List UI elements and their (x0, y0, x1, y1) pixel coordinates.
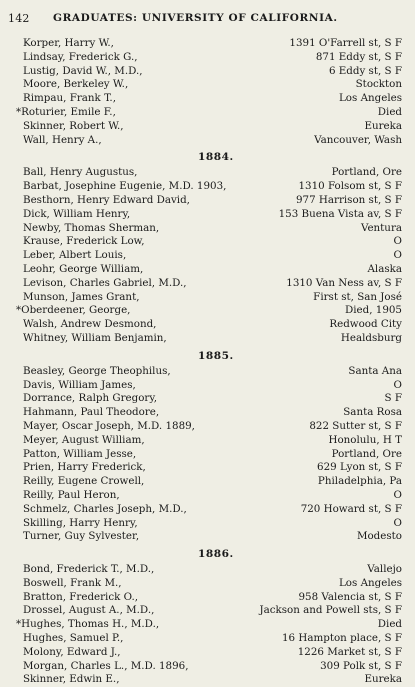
graduate-address: Philadelphia, Pa (317, 475, 402, 488)
graduate-name: Bond, Frederick T., M.D., (23, 563, 155, 576)
graduate-entry (0, 448, 415, 462)
graduate-entry (0, 120, 415, 134)
graduate-address: Redwood City (329, 318, 402, 331)
graduate-entry (0, 618, 415, 632)
graduate-name: Mayer, Oscar Joseph, M.D. 1889, (23, 419, 195, 432)
graduate-name: Walsh, Andrew Desmond, (23, 318, 157, 331)
graduate-name: Korper, Harry W., (23, 37, 114, 49)
graduate-entry (0, 51, 415, 65)
graduate-address: First st, San José (313, 290, 402, 303)
year-label: 1884. (198, 151, 234, 164)
graduate-entry (0, 577, 415, 591)
graduate-address: 958 Valencia st, S F (298, 590, 402, 603)
graduate-entry (0, 632, 415, 646)
year-label: 1885. (198, 349, 234, 362)
graduate-entry (0, 180, 415, 194)
graduate-name: Ball, Henry Augustus, (23, 166, 138, 179)
graduate-address: 1310 Folsom st, S F (298, 180, 402, 193)
graduate-list (0, 37, 415, 687)
graduate-name: Beasley, George Theophilus, (23, 364, 171, 377)
graduate-address: 977 Harrison st, S F (295, 193, 402, 206)
graduate-name: Drossel, August A., M.D., (23, 604, 155, 617)
graduate-address: Los Angeles (338, 576, 402, 589)
graduate-name: Lustig, David W., M.D., (23, 64, 143, 77)
graduate-entry (0, 222, 415, 236)
graduate-address: O (393, 488, 402, 501)
graduate-name: Davis, William James, (23, 378, 136, 391)
graduate-name: Reilly, Eugene Crowell, (23, 475, 145, 488)
graduate-entry (0, 461, 415, 475)
graduate-address: Portland, Ore (331, 447, 402, 460)
graduate-name: Patton, William Jesse, (23, 447, 137, 460)
graduate-address: 822 Sutter st, S F (309, 419, 402, 432)
graduate-name: Hughes, Samuel P., (23, 632, 124, 645)
graduate-address: Vancouver, Wash (314, 133, 402, 146)
graduate-address: Santa Ana (348, 364, 402, 377)
graduate-address: Eureka (364, 673, 402, 686)
graduate-entry (0, 78, 415, 92)
graduate-address: Vallejo (367, 563, 402, 576)
graduate-entry (0, 318, 415, 332)
graduate-address: 1226 Market st, S F (297, 645, 402, 658)
graduate-address: Died, 1905 (345, 304, 402, 317)
graduate-entry (0, 134, 415, 148)
graduate-name: Dorrance, Ralph Gregory, (23, 392, 158, 405)
graduate-address: Died (377, 105, 402, 118)
graduate-name: Munson, James Grant, (23, 290, 140, 303)
page-number: 142 (8, 12, 30, 25)
graduate-address: Santa Rosa (343, 406, 402, 419)
graduate-name: Skinner, Robert W., (23, 119, 124, 132)
graduate-name: Schmelz, Charles Joseph, M.D., (23, 502, 187, 515)
graduate-address: 629 Lyon st, S F (317, 461, 402, 474)
graduate-address: Los Angeles (338, 92, 402, 105)
graduate-name: Prien, Harry Frederick, (23, 461, 146, 474)
graduate-address: 16 Hampton place, S F (282, 632, 402, 645)
graduate-name: Boswell, Frank M., (23, 576, 122, 589)
graduate-entry (0, 530, 415, 544)
graduate-name: Bratton, Frederick O., (23, 590, 139, 603)
graduate-address: O (393, 378, 402, 391)
graduate-name: Barbat, Josephine Eugenie, M.D. 1903, (23, 180, 227, 193)
graduate-address: 309 Polk st, S F (320, 659, 402, 672)
graduate-entry (0, 434, 415, 448)
graduate-name: Whitney, William Benjamin, (23, 331, 167, 344)
graduate-name: Besthorn, Henry Edward David, (23, 193, 190, 206)
graduate-entry (0, 489, 415, 503)
graduate-entry (0, 379, 415, 393)
graduate-name: Dick, William Henry, (23, 207, 131, 220)
graduate-entry (0, 646, 415, 660)
graduate-name: Leohr, George William, (23, 262, 144, 275)
graduate-name: Krause, Frederick Low, (23, 235, 145, 248)
graduate-address: Jackson and Powell sts, S F (259, 604, 402, 617)
graduate-name: Meyer, August William, (23, 433, 145, 446)
graduate-entry (0, 406, 415, 420)
graduate-address: Eureka (364, 119, 402, 132)
graduate-entry (0, 249, 415, 263)
graduate-name: Lindsay, Frederick G., (23, 50, 138, 63)
year-label: 1886. (198, 548, 234, 561)
graduate-address: O (393, 235, 402, 248)
graduate-entry (0, 475, 415, 489)
graduate-address: Ventura (360, 221, 402, 234)
graduate-address: 720 Howard st, S F (300, 502, 402, 515)
graduate-address: Portland, Ore (331, 166, 402, 179)
graduate-address: S F (384, 392, 402, 405)
graduate-entry (0, 92, 415, 106)
year-heading (0, 346, 415, 365)
graduate-address: 6 Eddy st, S F (328, 64, 402, 77)
graduate-name: Hahmann, Paul Theodore, (23, 406, 160, 419)
graduate-address: O (393, 249, 402, 262)
graduate-address: Stockton (355, 78, 402, 91)
graduate-name: Levison, Charles Gabriel, M.D., (23, 276, 187, 289)
graduate-entry (0, 37, 415, 51)
graduate-address: Modesto (356, 530, 402, 543)
graduate-entry (0, 563, 415, 577)
graduate-entry (0, 235, 415, 249)
graduate-entry (0, 332, 415, 346)
graduate-entry (0, 194, 415, 208)
graduate-entry (0, 517, 415, 531)
graduate-address: Died (377, 618, 402, 631)
graduate-entry (0, 291, 415, 305)
year-heading (0, 147, 415, 166)
graduate-entry (0, 208, 415, 222)
graduate-name: Reilly, Paul Heron, (23, 488, 120, 501)
graduate-name: *Oberdeener, George, (16, 304, 131, 317)
graduate-entry (0, 591, 415, 605)
year-heading (0, 544, 415, 563)
graduate-address: 1391 O'Farrell st, S F (289, 37, 402, 49)
graduate-name: Rimpau, Frank T., (23, 92, 116, 105)
graduate-address: Honolulu, H T (328, 433, 402, 446)
graduate-entry (0, 673, 415, 687)
graduate-address: Healdsburg (340, 331, 402, 344)
graduate-name: *Roturier, Emile F., (16, 105, 116, 118)
graduate-name: Molony, Edward J., (23, 645, 121, 658)
graduate-address: Alaska (367, 262, 402, 275)
graduate-entry (0, 503, 415, 517)
graduate-name: Turner, Guy Sylvester, (23, 530, 140, 543)
graduate-address: 153 Buena Vista av, S F (278, 207, 402, 220)
graduate-name: Morgan, Charles L., M.D. 1896, (23, 659, 189, 672)
graduate-entry (0, 304, 415, 318)
graduate-entry (0, 106, 415, 120)
graduate-address: 1310 Van Ness av, S F (286, 276, 402, 289)
graduate-entry (0, 263, 415, 277)
graduate-name: *Hughes, Thomas H., M.D., (16, 618, 160, 631)
graduate-entry (0, 65, 415, 79)
graduate-name: Skinner, Edwin E., (23, 673, 120, 686)
graduate-name: Moore, Berkeley W., (23, 78, 129, 91)
running-title: GRADUATES: UNIVERSITY OF CALIFORNIA. (53, 12, 338, 24)
graduate-name: Wall, Henry A., (23, 133, 102, 146)
page-header (0, 12, 415, 30)
graduate-name: Leber, Albert Louis, (23, 249, 127, 262)
graduate-entry (0, 166, 415, 180)
graduate-entry (0, 392, 415, 406)
graduate-name: Newby, Thomas Sherman, (23, 221, 160, 234)
graduate-entry (0, 277, 415, 291)
graduate-entry (0, 604, 415, 618)
graduate-address: O (393, 516, 402, 529)
graduate-entry (0, 660, 415, 674)
graduate-address: 871 Eddy st, S F (315, 50, 402, 63)
graduate-entry (0, 420, 415, 434)
graduate-entry (0, 365, 415, 379)
graduate-name: Skilling, Harry Henry, (23, 516, 138, 529)
